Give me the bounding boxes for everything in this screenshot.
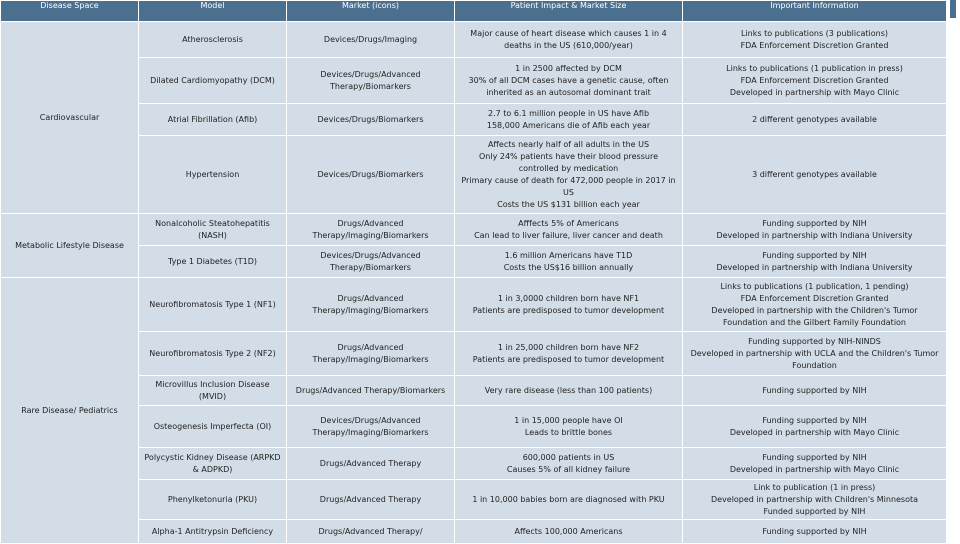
impact-cell: 600,000 patients in US Causes 5% of all kidney failure — [455, 448, 683, 480]
info-cell: Links to publications (1 publication in press) FDA Enforcement Discretion Granted Developed in partnership with Mayo Clinic — [683, 58, 947, 104]
info-cell: Funding supported by NIH-NINDS Developed in partnership with UCLA and the Children's Tumor Foundation — [683, 332, 947, 376]
model-cell: Hypertension — [139, 136, 287, 214]
table-row — [1, 246, 947, 278]
disease-space-rare-disease: Rare Disease/ Pediatrics — [1, 278, 139, 544]
table-row — [1, 480, 947, 520]
market-cell: Drugs/Advanced Therapy/Biomarkers — [287, 376, 455, 406]
market-cell: Devices/Drugs/Biomarkers — [287, 136, 455, 214]
model-cell: Phenylketonuria (PKU) — [139, 480, 287, 520]
table-row — [1, 58, 947, 104]
model-cell: Neurofibromatosis Type 1 (NF1) — [139, 278, 287, 332]
market-cell: Devices/Drugs/Biomarkers — [287, 104, 455, 136]
info-cell: Funding supported by NIH Developed in partnership with Indiana University — [683, 214, 947, 246]
market-cell: Drugs/Advanced Therapy/ — [287, 520, 455, 544]
header-important-information: Important Information — [683, 1, 947, 22]
impact-cell: Very rare disease (less than 100 patients) — [455, 376, 683, 406]
table-row — [1, 332, 947, 376]
model-cell: Osteogenesis Imperfecta (OI) — [139, 406, 287, 448]
header-market: Market (icons) — [287, 1, 455, 22]
table-row — [1, 376, 947, 406]
impact-cell: 1 in 3,0000 children born have NF1 Patients are predisposed to tumor development — [455, 278, 683, 332]
market-cell: Drugs/Advanced Therapy/Imaging/Biomarkers — [287, 332, 455, 376]
impact-cell: 1.6 million Americans have T1D Costs the US$16 billion annually — [455, 246, 683, 278]
table-row — [1, 136, 947, 214]
model-cell: Dilated Cardiomyopathy (DCM) — [139, 58, 287, 104]
table-row — [1, 278, 947, 332]
market-cell: Drugs/Advanced Therapy/Imaging/Biomarkers — [287, 214, 455, 246]
table-row — [1, 214, 947, 246]
header-model: Model — [139, 1, 287, 22]
model-cell: Type 1 Diabetes (T1D) — [139, 246, 287, 278]
info-cell: 3 different genotypes available — [683, 136, 947, 214]
info-cell: Funding supported by NIH Developed in partnership with Mayo Clinic — [683, 448, 947, 480]
table-row — [1, 448, 947, 480]
impact-cell: 1 in 10,000 babies born are diagnosed with PKU — [455, 480, 683, 520]
info-cell: Links to publications (1 publication, 1 pending) FDA Enforcement Discretion Granted Developed in partnership with the Children's Tumor Foundation and the Gilbert Family Foundation — [683, 278, 947, 332]
impact-cell: Major cause of heart disease which causes 1 in 4 deaths in the US (610,000/year) — [455, 22, 683, 58]
market-cell: Drugs/Advanced Therapy/Imaging/Biomarkers — [287, 278, 455, 332]
header-patient-impact: Patient Impact & Market Size — [455, 1, 683, 22]
impact-cell: Affects nearly half of all adults in the US Only 24% patients have their blood pressure controlled by medication Primary cause of death for 472,000 people in 2017 in US Costs the US $131 billion each year — [455, 136, 683, 214]
table-row — [1, 104, 947, 136]
info-cell: Funding supported by NIH — [683, 520, 947, 544]
info-cell: Link to publication (1 in press) Developed in partnership with Children's Minnesota Funded supported by NIH — [683, 480, 947, 520]
market-cell: Drugs/Advanced Therapy — [287, 448, 455, 480]
model-cell: Neurofibromatosis Type 2 (NF2) — [139, 332, 287, 376]
model-cell: Nonalcoholic Steatohepatitis (NASH) — [139, 214, 287, 246]
impact-cell: 1 in 2500 affected by DCM 30% of all DCM cases have a genetic cause, often inherited as an autosomal dominant trait — [455, 58, 683, 104]
info-cell: Funding supported by NIH Developed in partnership with Mayo Clinic — [683, 406, 947, 448]
disease-space-metabolic: Metabolic Lifestyle Disease — [1, 214, 139, 278]
table-row — [1, 22, 947, 58]
table-row — [1, 406, 947, 448]
market-cell: Drugs/Advanced Therapy — [287, 480, 455, 520]
impact-cell: Afffects 5% of Americans Can lead to liver failure, liver cancer and death — [455, 214, 683, 246]
model-cell: Alpha-1 Antitrypsin Deficiency — [139, 520, 287, 544]
impact-cell: 1 in 15,000 people have OI Leads to brittle bones — [455, 406, 683, 448]
model-cell: Microvillus Inclusion Disease (MVID) — [139, 376, 287, 406]
header-row — [1, 1, 947, 22]
impact-cell: 1 in 25,000 children born have NF2 Patients are predisposed to tumor development — [455, 332, 683, 376]
market-cell: Devices/Drugs/Advanced Therapy/Biomarkers — [287, 58, 455, 104]
accent-bar — [950, 0, 956, 18]
info-cell: Links to publications (3 publications) FDA Enforcement Discretion Granted — [683, 22, 947, 58]
market-cell: Devices/Drugs/Advanced Therapy/Biomarkers — [287, 246, 455, 278]
impact-cell: 2.7 to 6.1 million people in US have Afib 158,000 Americans die of Afib each year — [455, 104, 683, 136]
market-cell: Devices/Drugs/Advanced Therapy/Imaging/Biomarkers — [287, 406, 455, 448]
impact-cell: Affects 100,000 Americans — [455, 520, 683, 544]
model-cell: Polycystic Kidney Disease (ARPKD & ADPKD) — [139, 448, 287, 480]
disease-space-cardiovascular: Cardiovascular — [1, 22, 139, 214]
market-cell: Devices/Drugs/Imaging — [287, 22, 455, 58]
slide-edge-decoration — [946, 0, 960, 540]
model-cell: Atrial Fibrillation (Afib) — [139, 104, 287, 136]
header-disease-space: Disease Space — [1, 1, 139, 22]
info-cell: 2 different genotypes available — [683, 104, 947, 136]
info-cell: Funding supported by NIH Developed in partnership with Indiana University — [683, 246, 947, 278]
info-cell: Funding supported by NIH — [683, 376, 947, 406]
model-cell: Atherosclerosis — [139, 22, 287, 58]
